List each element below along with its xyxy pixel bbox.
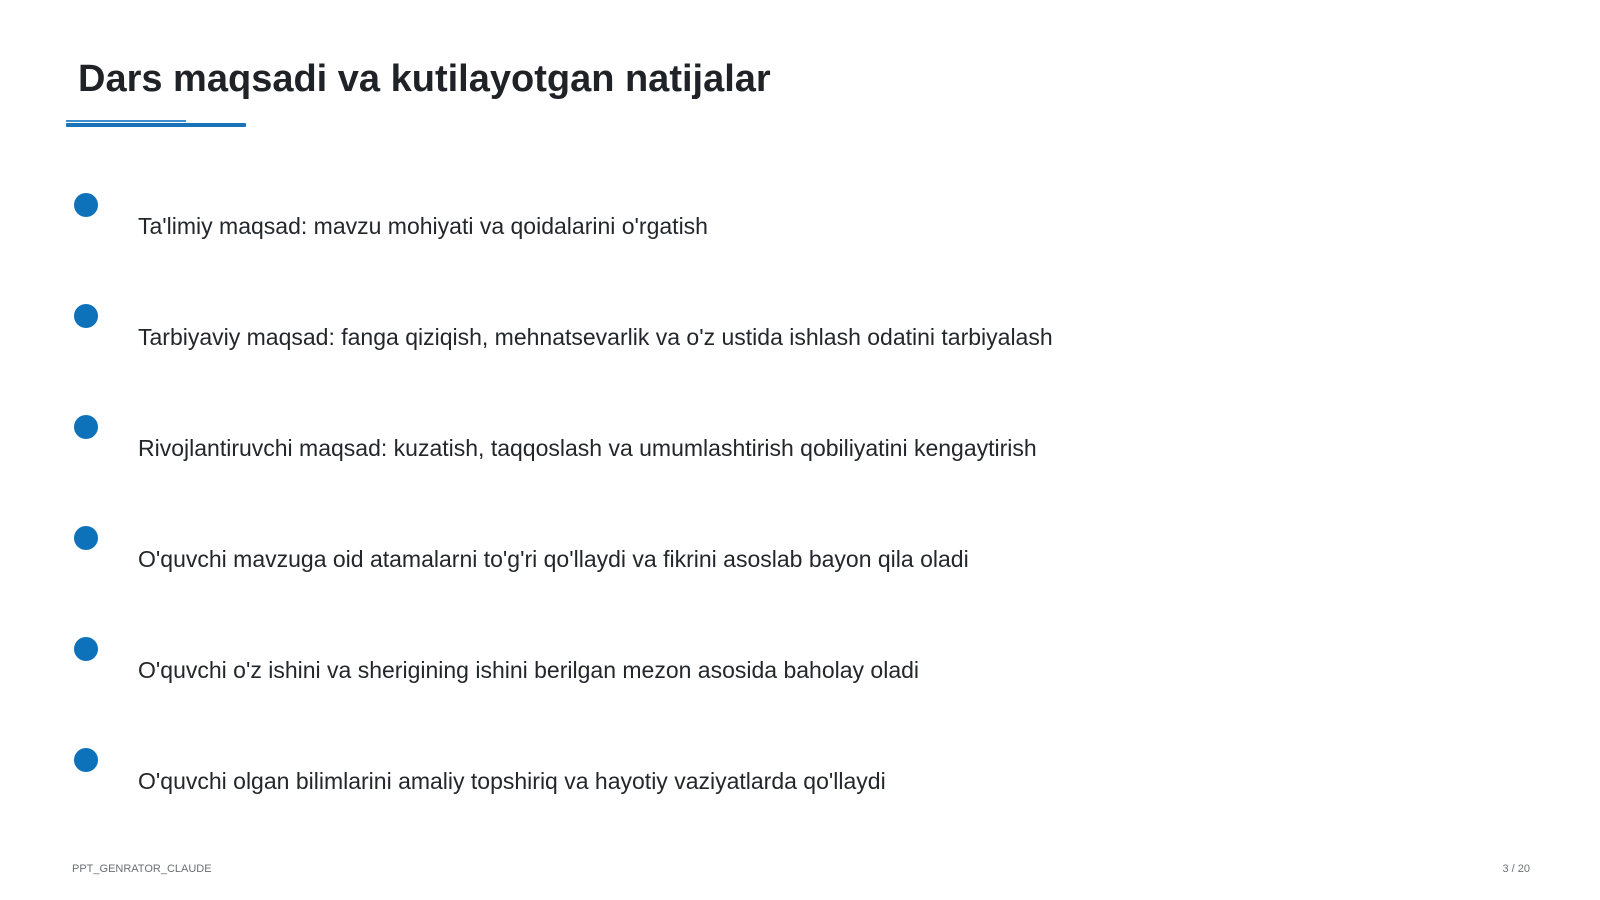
bullet-dot-icon <box>74 637 98 661</box>
bullet-text: Tarbiyaviy maqsad: fanga qiziqish, mehnatsevarlik va o'z ustida ishlash odatini tarbiyalash <box>138 324 1053 350</box>
bullet-dot-icon <box>74 304 98 328</box>
list-item <box>0 526 1600 586</box>
footer-source-label: PPT_GENRATOR_CLAUDE <box>72 863 212 875</box>
bullet-text: Ta'limiy maqsad: mavzu mohiyati va qoidalarini o'rgatish <box>138 213 708 239</box>
bullet-dot-icon <box>74 748 98 772</box>
bullet-text: O'quvchi o'z ishini va sherigining ishini berilgan mezon asosida baholay oladi <box>138 657 920 683</box>
bullet-text: O'quvchi olgan bilimlarini amaliy topshiriq va hayotiy vaziyatlarda qo'llaydi <box>138 768 886 794</box>
slide-title: Dars maqsadi va kutilayotgan natijalar <box>78 58 771 100</box>
list-item <box>0 304 1600 364</box>
bullet-dot-icon <box>74 193 98 217</box>
list-item <box>0 193 1600 253</box>
page-number: 3 / 20 <box>1502 863 1530 875</box>
bullet-dot-icon <box>74 415 98 439</box>
list-item <box>0 748 1600 808</box>
bullet-text: O'quvchi mavzuga oid atamalarni to'g'ri qo'llaydi va fikrini asoslab bayon qila oladi <box>138 546 969 572</box>
bullet-dot-icon <box>74 526 98 550</box>
bullet-text: Rivojlantiruvchi maqsad: kuzatish, taqqoslash va umumlashtirish qobiliyatini kengaytirish <box>138 435 1037 461</box>
list-item <box>0 637 1600 697</box>
list-item <box>0 415 1600 475</box>
